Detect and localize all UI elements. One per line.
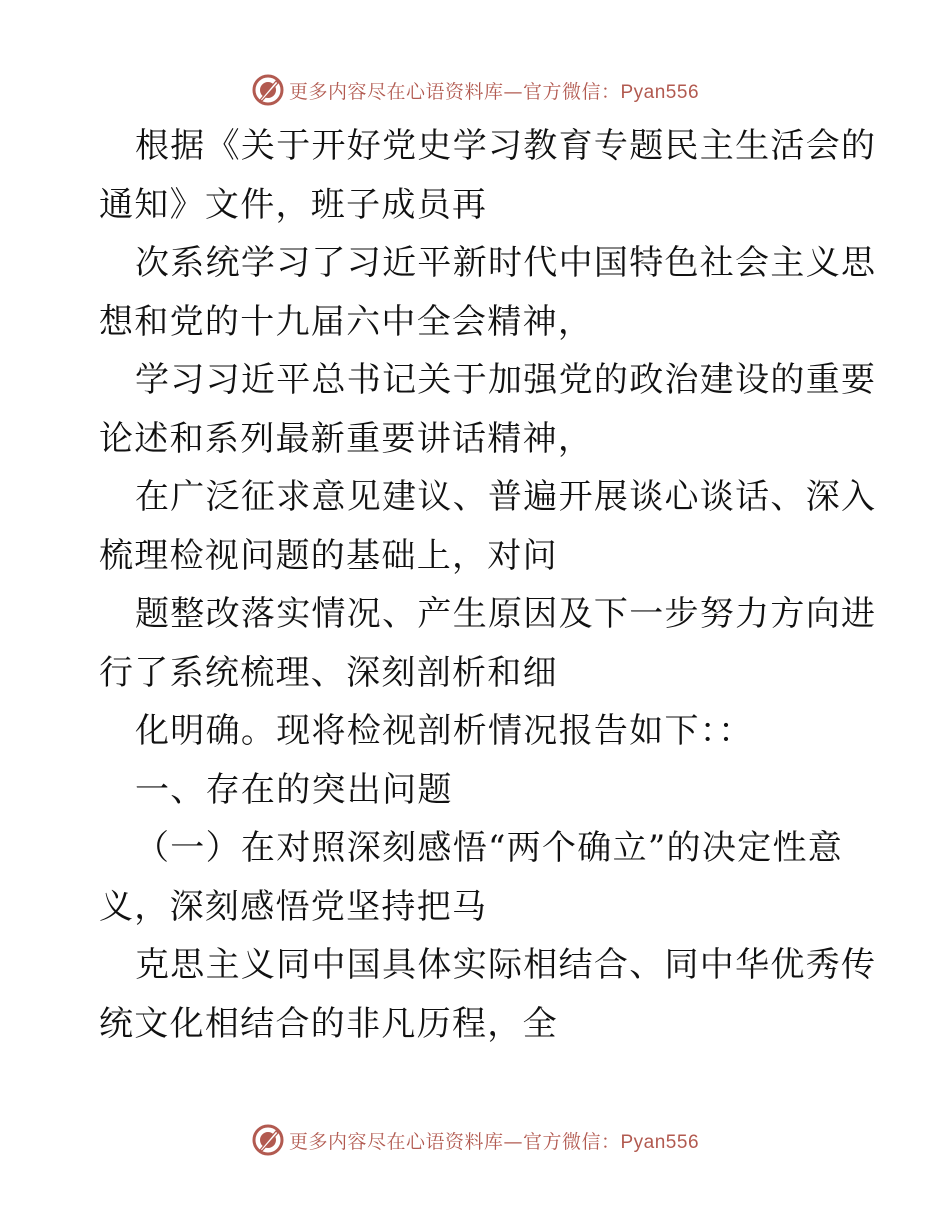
text-line: 化明确。现将检视剖析情况报告如下：： (135, 711, 754, 751)
watermark-text: 更多内容尽在心语资料库—官方微信：Pyan556 (288, 1130, 700, 1153)
text-line: 在广泛征求意见建议、普遍开展谈心谈话、深入 (135, 477, 877, 517)
text-line: 梳理检视问题的基础上，对问 (99, 535, 558, 576)
footer-watermark (0, 1120, 950, 1160)
text-line: 根据《关于开好党史学习教育专题民主生活会的 (135, 126, 877, 166)
text-line: 次系统学习了习近平新时代中国特色社会主义思 (135, 243, 877, 283)
document-body (99, 117, 877, 1053)
text-line: 行了系统梳理、深刻剖析和细 (99, 652, 558, 693)
quill-logo-icon (251, 1123, 285, 1157)
text-line: 克思主义同中国具体实际相结合、同中华优秀传 (135, 945, 877, 985)
quill-logo-icon (251, 73, 285, 107)
text-line: 一、存在的突出问题 (135, 769, 453, 810)
text-line: （一）在对照深刻感悟“两个确立”的决定性意 (135, 828, 844, 868)
watermark-text: 更多内容尽在心语资料库—官方微信：Pyan556 (288, 80, 700, 103)
text-line: 统文化相结合的非凡历程，全 (99, 1003, 558, 1044)
text-line: 想和党的十九届六中全会精神， (99, 301, 594, 342)
text-line: 学习习近平总书记关于加强党的政治建设的重要 (135, 360, 877, 400)
watermark-wechat-id: Pyan556 (620, 1131, 700, 1153)
text-line: 论述和系列最新重要讲话精神， (99, 418, 594, 459)
watermark-wechat-id: Pyan556 (620, 81, 700, 103)
text-line: 通知》文件，班子成员再 (99, 184, 488, 225)
header-watermark (0, 70, 950, 110)
text-line: 义，深刻感悟党坚持把马 (99, 886, 488, 927)
text-line: 题整改落实情况、产生原因及下一步努力方向进 (135, 594, 877, 634)
